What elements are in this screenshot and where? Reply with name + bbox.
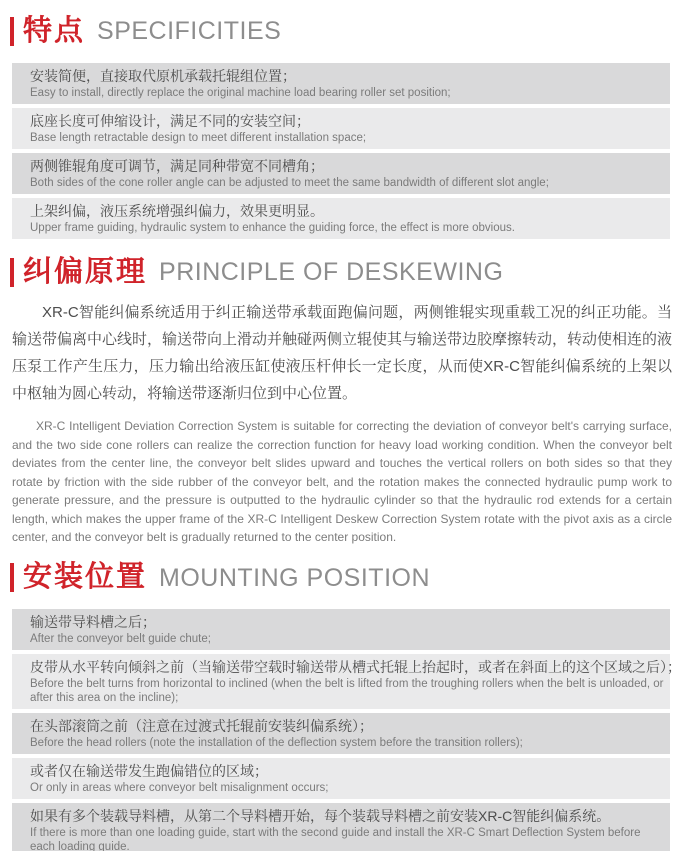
section-title-zh: 纠偏原理 xyxy=(23,255,148,288)
row-text-zh: 安装简便，直接取代原机承载托辊组位置； xyxy=(30,68,296,84)
principle-paragraph-en: XR-C Intelligent Deviation Correction System is suitable for correcting the deviation of conveyor belt's carrying surface, and the two side cone rollers can realize the correction function for heavy load working condition. When the conveyor belt deviates from the center line, the conveyor belt slides upward and touches the vertical rollers on both sides so that they rotate by friction with the side rubber of the conveyor belt, and the rotation makes the connected hydraulic pump work to generate pressure, and the pressure is outputted to the hydraulic cylinder so that the hydraulic rod extends for a certain length, which makes the upper frame of the XR-C Intelligent Deskew Correction System rotate with the pivot axis as a circle center, and the conveyor belt is gradually returned to the center position. xyxy=(12,419,672,544)
position-row xyxy=(12,654,681,709)
row-text-zh: 两侧锥辊角度可调节，满足同种带宽不同槽角； xyxy=(30,158,324,174)
principle-paragraph-zh: XR-C智能纠偏系统适用于纠正输送带承载面跑偏问题，两侧锥辊实现重载工况的纠正功能。当输送带偏离中心线时，输送带向上滑动并触碰两侧立辊使其与输送带边胶摩擦转动，转动使相连的液压泵工作产生压力，压力输出给液压缸使液压杆伸长一定长度，从而使XR-C智能纠偏系统的上架以中枢轴为圆心转动，将输送带逐渐归位到中心位置。 xyxy=(12,304,673,402)
row-text-en: Or only in areas where conveyor belt misalignment occurs; xyxy=(30,781,329,794)
row-text-en: Upper frame guiding, hydraulic system to enhance the guiding force, the effect is more obvious. xyxy=(30,222,515,234)
section-title-en: SPECIFICITIES xyxy=(97,17,282,45)
section-header-principle xyxy=(10,253,670,291)
row-text-en: Both sides of the cone roller angle can be adjusted to meet the same bandwidth of different slot angle; xyxy=(30,177,549,189)
feature-row xyxy=(12,198,670,239)
row-text-zh: 或者仅在输送带发生跑偏错位的区域； xyxy=(30,762,268,779)
section-title-en: MOUNTING POSITION xyxy=(159,563,431,592)
row-text-zh: 上架纠偏，液压系统增强纠偏力，效果更明显。 xyxy=(30,203,324,219)
row-text-en: After the conveyor belt guide chute; xyxy=(30,632,211,645)
row-text-en: Base length retractable design to meet different installation space; xyxy=(30,132,367,144)
position-row xyxy=(12,803,670,851)
mounting-position-list xyxy=(12,609,681,851)
specificities-list xyxy=(12,63,670,239)
row-text-en: Easy to install, directly replace the original machine load bearing roller set position; xyxy=(30,87,451,99)
feature-row xyxy=(12,153,670,194)
red-accent-bar-icon xyxy=(10,17,14,46)
position-row xyxy=(12,713,670,754)
position-row xyxy=(12,609,670,650)
row-text-zh: 皮带从水平转向倾斜之前（当输送带空载时输送带从槽式托辊上抬起时，或者在斜面上的这个区域之后）； xyxy=(30,658,681,675)
red-accent-bar-icon xyxy=(10,563,14,592)
row-text-en: Before the belt turns from horizontal to inclined (when the belt is lifted from the troughing rollers when the belt is unloaded, or after this area on the incline); xyxy=(30,677,664,704)
row-text-en: Before the head rollers (note the installation of the deflection system before the transition rollers); xyxy=(30,736,523,749)
red-accent-bar-icon xyxy=(10,258,14,287)
row-text-zh: 输送带导料槽之后； xyxy=(30,613,156,630)
row-text-zh: 在头部滚筒之前（注意在过渡式托辊前安装纠偏系统）； xyxy=(30,717,373,734)
row-text-en: If there is more than one loading guide, start with the second guide and install the XR-C Smart Deflection System before each loading guide. xyxy=(30,826,641,851)
row-text-zh: 底座长度可伸缩设计，满足不同的安装空间； xyxy=(30,113,310,129)
section-header-mounting xyxy=(10,559,670,597)
position-row xyxy=(12,758,670,799)
row-text-zh: 如果有多个装载导料槽，从第二个导料槽开始，每个装载导料槽之前安装XR-C智能纠偏系统。 xyxy=(30,807,611,824)
feature-row xyxy=(12,108,670,149)
section-title-zh: 安装位置 xyxy=(23,561,148,593)
section-title-en: PRINCIPLE OF DESKEWING xyxy=(159,258,504,286)
section-header-specificities xyxy=(10,12,670,50)
feature-row xyxy=(12,63,670,104)
section-title-zh: 特点 xyxy=(23,14,86,47)
